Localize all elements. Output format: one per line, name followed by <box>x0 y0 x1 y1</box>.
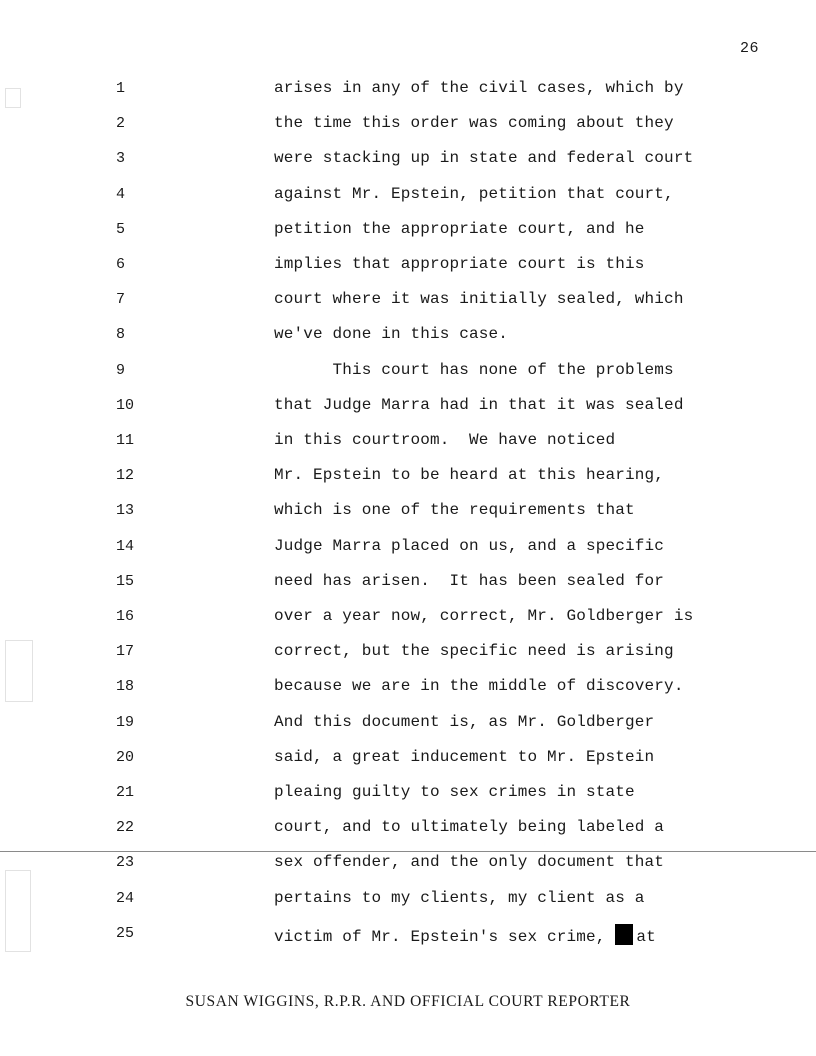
line-text <box>274 255 645 273</box>
transcript-line <box>0 674 816 702</box>
line-number: 18 <box>116 678 135 696</box>
line-number: 4 <box>116 185 126 203</box>
line-text <box>274 677 684 695</box>
transcript-line <box>0 569 816 597</box>
transcript-line <box>0 745 816 773</box>
line-text <box>274 889 645 907</box>
line-number: 21 <box>116 784 135 801</box>
line-text <box>274 325 508 343</box>
line-number: 5 <box>116 220 126 238</box>
line-text <box>274 396 684 414</box>
line-text <box>274 572 664 590</box>
line-number: 20 <box>116 748 135 766</box>
line-text <box>274 853 664 871</box>
transcript-line <box>0 850 816 878</box>
transcript-line <box>0 217 816 245</box>
line-number: 13 <box>116 502 135 520</box>
line-text <box>274 290 684 308</box>
line-text-content: victim of Mr. Epstein's sex crime, <box>274 927 616 946</box>
line-text <box>274 185 674 203</box>
line-number: 9 <box>116 361 126 379</box>
line-number: 14 <box>116 537 135 555</box>
transcript-line <box>0 428 816 456</box>
line-text <box>274 79 684 97</box>
line-number: 12 <box>116 467 135 485</box>
transcript-line <box>0 146 816 174</box>
transcript-line <box>0 921 816 949</box>
line-number: 22 <box>116 819 135 837</box>
line-text <box>274 149 693 167</box>
transcript-line <box>0 639 816 667</box>
line-text <box>274 431 615 449</box>
redaction-block <box>615 924 633 945</box>
line-text-content: correct, but the specific need is arising <box>274 642 674 661</box>
line-text-content: petition the appropriate court, and he <box>274 219 645 238</box>
line-text <box>274 361 674 379</box>
line-number: 23 <box>116 854 135 872</box>
line-text-content: Judge Marra placed on us, and a specific <box>274 536 665 555</box>
transcript-line <box>0 252 816 280</box>
line-text-content: over a year now, correct, Mr. Goldberger is <box>274 607 694 625</box>
line-text-content: And this document is, as Mr. Goldberger <box>274 712 655 731</box>
line-text-content: were stacking up in state and federal court <box>274 149 694 168</box>
transcript-line <box>0 498 816 526</box>
line-text-content: need has arisen. It has been sealed for <box>274 571 665 590</box>
line-number: 24 <box>116 889 135 907</box>
line-text <box>274 114 674 132</box>
line-text-content: This court has none of the problems <box>274 360 674 379</box>
line-number: 16 <box>116 608 135 625</box>
transcript-line <box>0 710 816 738</box>
transcript-line <box>0 322 816 350</box>
transcript-line <box>0 604 816 632</box>
line-number: 8 <box>116 326 126 344</box>
transcript-line <box>0 534 816 562</box>
line-number: 25 <box>116 924 135 942</box>
line-text-after-redaction: at <box>636 927 656 946</box>
line-text-content: the time this order was coming about they <box>274 114 674 133</box>
line-text-content: court where it was initially sealed, which <box>274 290 684 309</box>
transcript-line <box>0 76 816 104</box>
line-text <box>274 783 635 801</box>
transcript-line <box>0 358 816 386</box>
line-text <box>274 924 656 946</box>
line-text-content: because we are in the middle of discovery. <box>274 677 684 696</box>
line-text <box>274 607 693 625</box>
transcript-line <box>0 182 816 210</box>
transcript-line <box>0 463 816 491</box>
line-text-content: Mr. Epstein to be heard at this hearing, <box>274 466 665 485</box>
line-text-content: implies that appropriate court is this <box>274 255 645 273</box>
line-number: 3 <box>116 150 126 168</box>
line-text-content: sex offender, and the only document that <box>274 853 665 872</box>
line-text <box>274 501 635 519</box>
margin-mark <box>5 870 31 952</box>
line-text-content: said, a great inducement to Mr. Epstein <box>274 747 655 766</box>
line-number: 19 <box>116 713 135 731</box>
line-number: 7 <box>116 291 126 309</box>
transcript-line <box>0 287 816 315</box>
line-text-content: court, and to ultimately being labeled a <box>274 818 665 837</box>
transcript-line <box>0 393 816 421</box>
page-number: 26 <box>740 40 760 57</box>
line-text <box>274 466 664 484</box>
transcript-line <box>0 111 816 139</box>
line-text-content: pleaing guilty to sex crimes in state <box>274 783 635 801</box>
line-text-content: arises in any of the civil cases, which by <box>274 79 684 97</box>
line-number: 1 <box>116 80 126 97</box>
line-text <box>274 748 654 766</box>
margin-mark <box>5 88 21 108</box>
line-number: 11 <box>116 432 135 449</box>
transcript-line <box>0 815 816 843</box>
line-number: 6 <box>116 256 126 273</box>
line-text-content: which is one of the requirements that <box>274 501 635 520</box>
line-text <box>274 537 664 555</box>
margin-mark <box>5 640 33 702</box>
line-text <box>274 818 664 836</box>
line-text <box>274 220 645 238</box>
line-text-content: in this courtroom. We have noticed <box>274 431 616 449</box>
line-number: 15 <box>116 572 135 590</box>
line-text-content: pertains to my clients, my client as a <box>274 888 645 907</box>
transcript-line <box>0 780 816 808</box>
transcript-line <box>0 886 816 914</box>
line-text-content: we've done in this case. <box>274 325 509 344</box>
court-reporter-footer: SUSAN WIGGINS, R.P.R. AND OFFICIAL COURT REPORTER <box>185 993 631 1010</box>
line-number: 10 <box>116 396 135 414</box>
scan-divider-line <box>0 851 816 852</box>
line-number: 2 <box>116 115 126 133</box>
line-text-content: against Mr. Epstein, petition that court, <box>274 184 674 203</box>
line-text <box>274 713 654 731</box>
line-text <box>274 642 674 660</box>
line-number: 17 <box>116 643 135 661</box>
line-text-content: that Judge Marra had in that it was sealed <box>274 395 684 414</box>
